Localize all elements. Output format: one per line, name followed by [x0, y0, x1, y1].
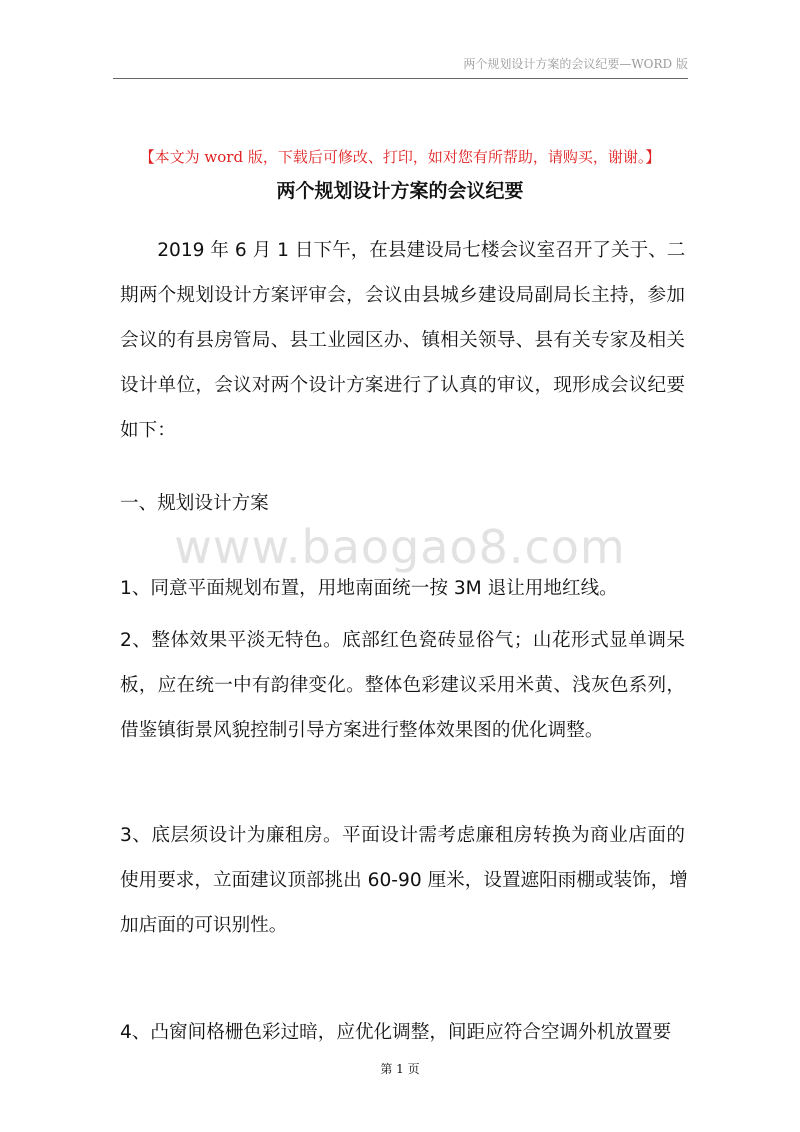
watermark: www.baogao8.com	[174, 520, 626, 574]
text-line: 2、整体效果平淡无特色。底部红色瓷砖显俗气；山花形式显单调呆	[120, 630, 685, 651]
item-3	[120, 813, 688, 948]
text-line: 2019 年 6 月 1 日下午，在县建设局七楼会议室召开了关于、二	[120, 240, 686, 261]
text-line: 3、底层须设计为廉租房。平面设计需考虑廉租房转换为商业店面的	[120, 825, 685, 846]
text-line: 加店面的可识别性。	[120, 915, 288, 936]
header-divider	[113, 78, 688, 79]
text-line: 板，应在统一中有韵律变化。整体色彩建议采用米黄、浅灰色系列，	[120, 675, 685, 696]
item-2	[120, 618, 685, 753]
page-number: 第 1 页	[380, 1062, 420, 1076]
intro-paragraph	[120, 228, 685, 453]
text-line: 4、凸窗间格栅色彩过暗，应优化调整，间距应符合空调外机放置要	[120, 1022, 672, 1043]
section-heading	[120, 481, 685, 526]
item-4	[120, 1010, 685, 1055]
text-line: 一、规划设计方案	[120, 493, 269, 514]
text-line: 借鉴镇街景风貌控制引导方案进行整体效果图的优化调整。	[120, 720, 604, 741]
text-line: 期两个规划设计方案评审会，会议由县城乡建设局副局长主持，参加	[120, 285, 685, 306]
text-line: 如下：	[120, 420, 176, 441]
text-line: 使用要求，立面建议顶部挑出 60-90 厘米，设置遮阳雨棚或装饰，增	[120, 870, 688, 891]
document-title: 两个规划设计方案的会议纪要	[276, 180, 524, 202]
text-line: 设计单位，会议对两个设计方案进行了认真的审议，现形成会议纪要	[120, 375, 685, 396]
item-1	[120, 566, 685, 611]
running-header: 两个规划设计方案的会议纪要—WORD 版	[463, 57, 688, 71]
text-line: 1、同意平面规划布置，用地南面统一按 3M 退让用地红线。	[120, 578, 618, 599]
text-line: 会议的有县房管局、县工业园区办、镇相关领导、县有关专家及相关	[120, 330, 685, 351]
purchase-notice: 【本文为 word 版，下载后可修改、打印，如对您有所帮助，请购买，谢谢。】	[139, 148, 661, 166]
